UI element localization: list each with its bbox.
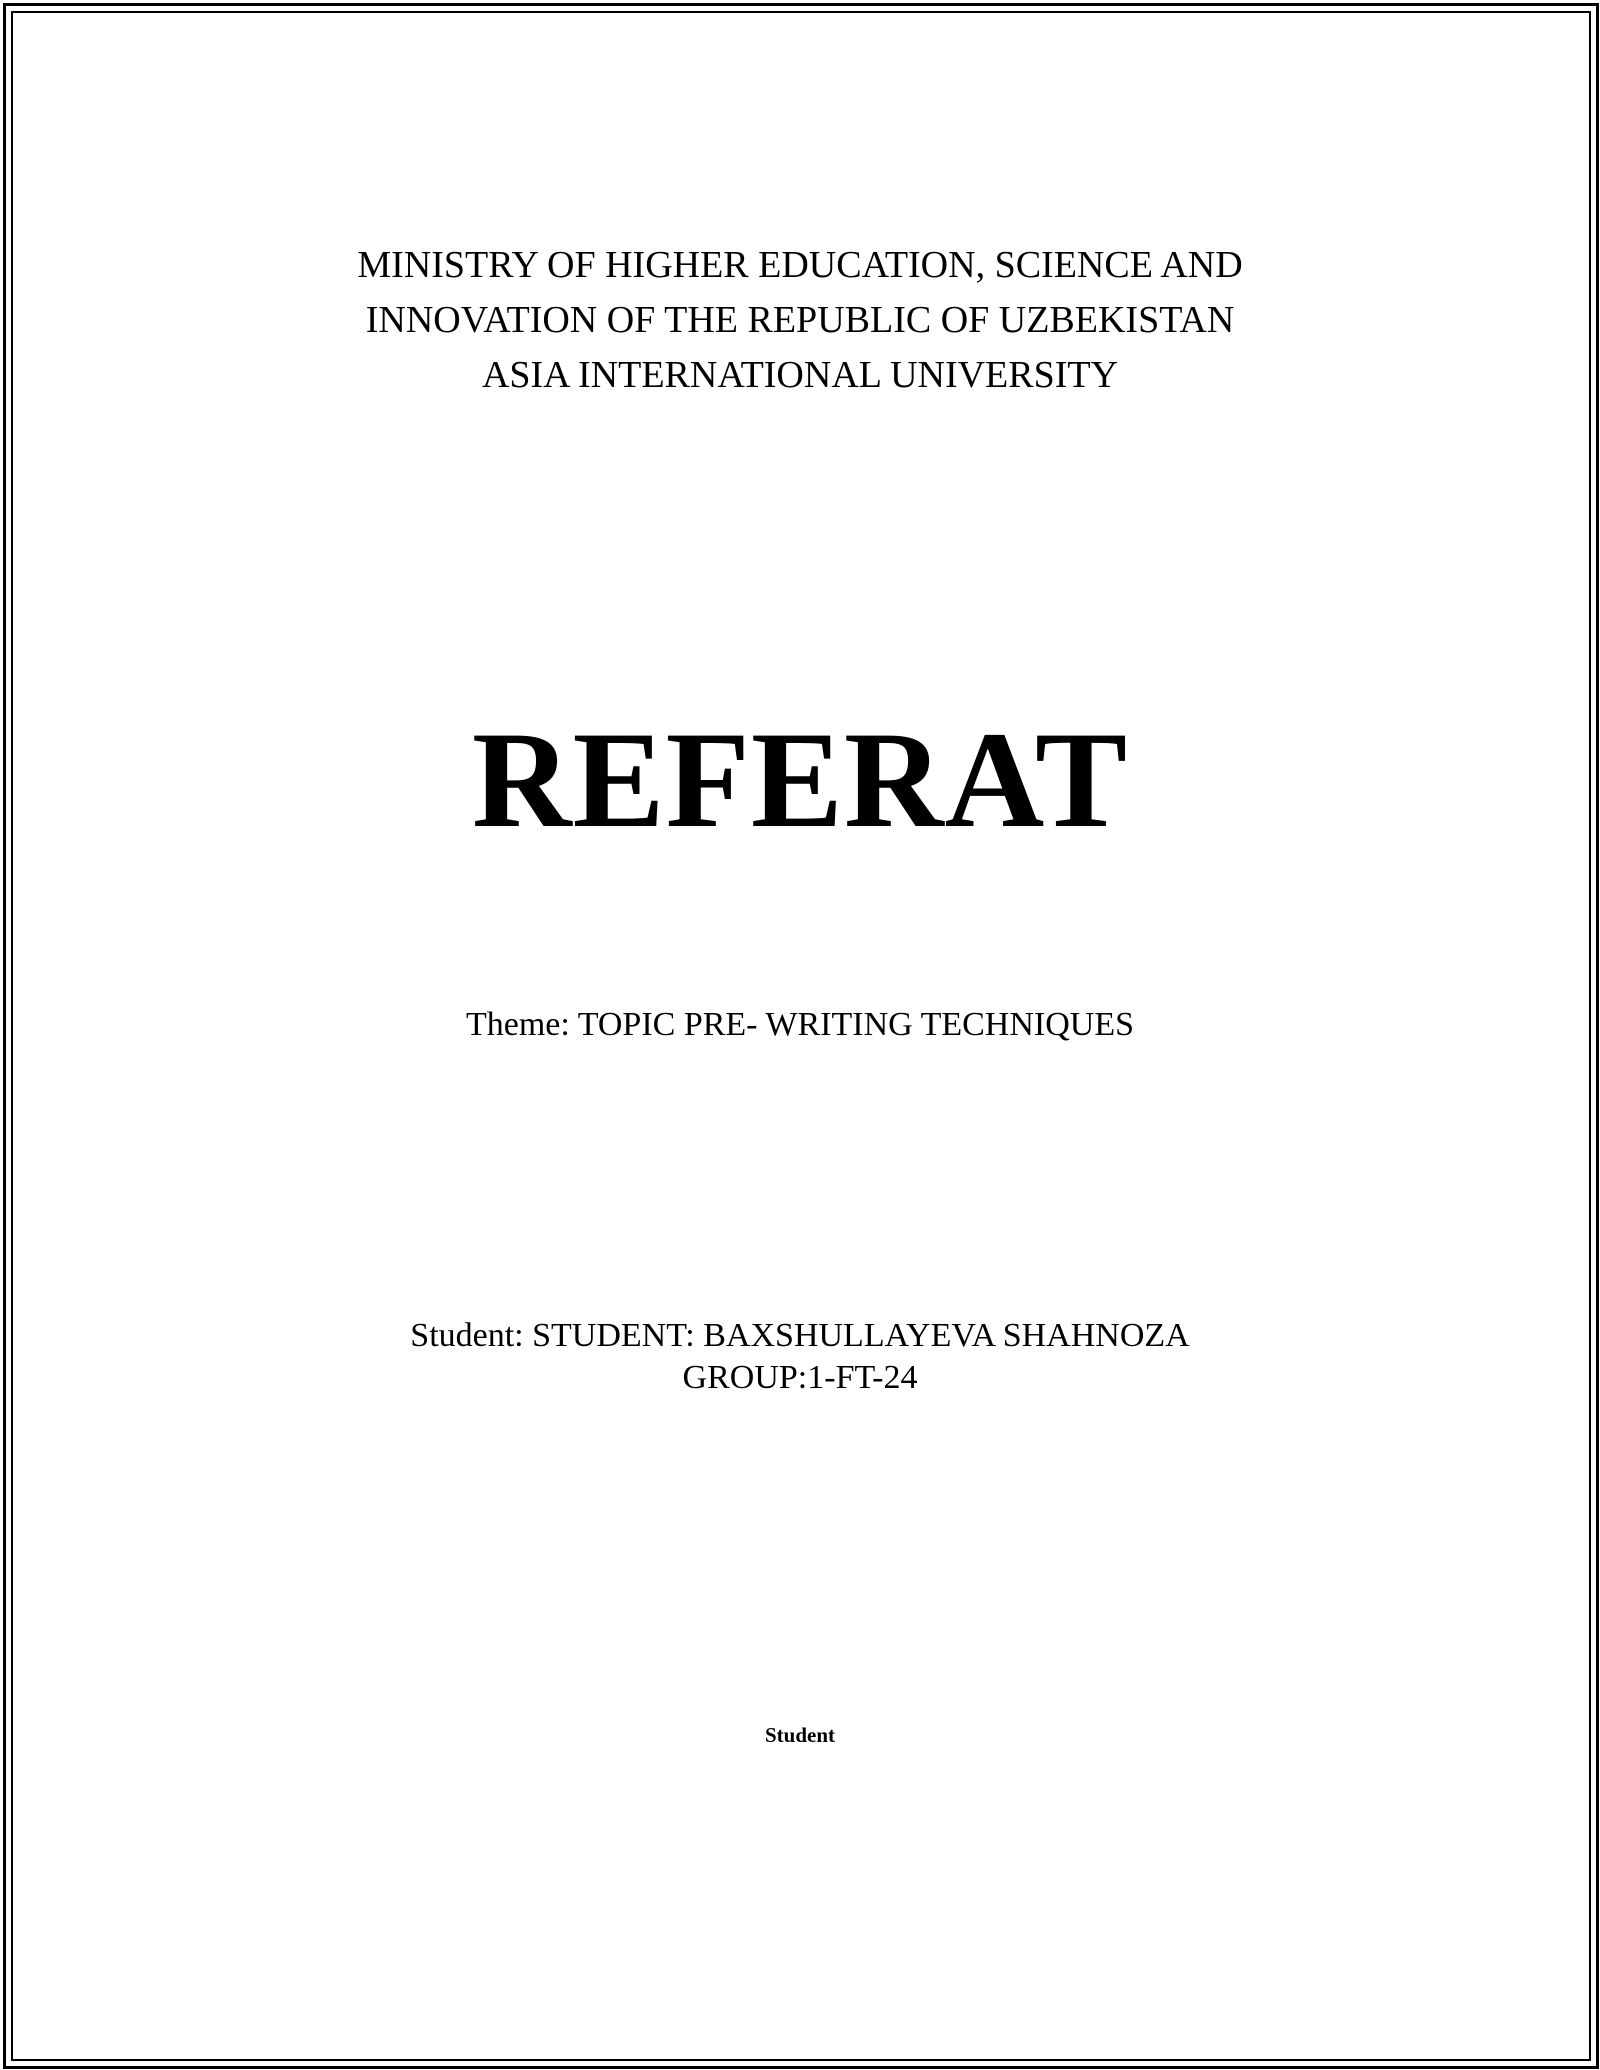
- header-line-university: ASIA INTERNATIONAL UNIVERSITY: [481, 354, 1119, 396]
- document-title: REFERAT: [471, 703, 1129, 856]
- theme-line: Theme: TOPIC PRE- WRITING TECHNIQUES: [465, 1006, 1134, 1043]
- footer-student-label: Student: [764, 1723, 836, 1747]
- student-info: [0, 1315, 1600, 1399]
- institution-header: [0, 238, 1600, 403]
- header-line-ministry: MINISTRY OF HIGHER EDUCATION, SCIENCE AND: [357, 244, 1243, 286]
- student-name-line: Student: STUDENT: BAXSHULLAYEVA SHAHNOZA: [410, 1317, 1190, 1354]
- student-group-line: GROUP:1-FT-24: [682, 1359, 918, 1396]
- header-line-republic: INNOVATION OF THE REPUBLIC OF UZBEKISTAN: [365, 299, 1235, 341]
